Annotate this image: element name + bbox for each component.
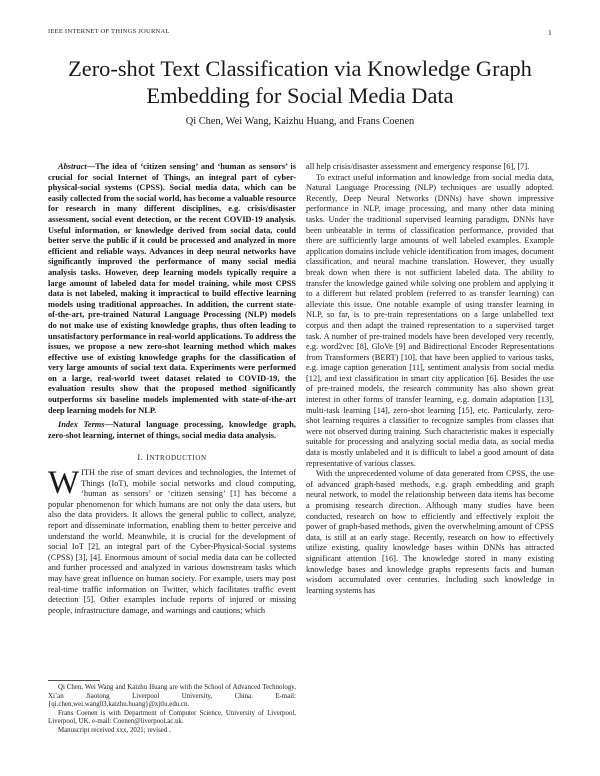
right-paragraph-1: To extract useful information and knowledge from social media data, Natural Language Processing (NLP) techniques are usually adopted. Recently, Deep Neural Networks (DNNs) have shown impressive performance in NLP, image processing, and many other data mining tasks. Under the traditional supervised learning paradigm, DNNs have been unbeatable in terms of classification performance, provided that there are sufficiently large amounts of well labeled examples. Example application domains include vehicle identification from images, document classification, and neural machine translation. However, they usually break down when there is not sufficient labeled data. The ability to transfer the knowledge gained while solving one problem and applying it to a different but related problem (referred to as transfer learning) can alleviate this issue. One notable example of using transfer learning in NLP, so far, is to pre-train representations on a large unlabelled text corpus and then adapt the trained representation to a supervised target task. A number of pre-trained models have been developed very recently, e.g. word2vec [8], GloVe [9] and Bidirectional Encoder Representations from Transformers (BERT) [10], that have been applied to various tasks, e.g. image caption generation [11], sentiment analysis from social media [12], and text classification in smart city application [6]. Besides the use of pre-trained models, the research community has also shown great interest in other forms of transfer learning, e.g. domain adaptation [13], multi-task learning [14], zero-shot learning [15], etc. Particularly, zero-shot learning requires a classifier to recognize samples from classes that were not observed during training. Such characteristic makes it especially suitable for processing and analyzing social media data, as social media data is mostly unlabeled and it is difficult to label a good amount of data representative of various classes. bbox=[306, 172, 554, 468]
section-rest: NTRODUCTION bbox=[149, 454, 207, 463]
left-column bbox=[48, 162, 296, 616]
index-terms bbox=[48, 420, 296, 441]
right-column bbox=[306, 162, 554, 596]
drop-cap: W bbox=[48, 465, 80, 502]
section-first-letter: I bbox=[146, 453, 150, 463]
section-numeral: I. bbox=[137, 453, 144, 463]
author-footnotes bbox=[48, 684, 296, 736]
paper-title: Zero-shot Text Classification via Knowledge Graph Embedding for Social Media Data bbox=[68, 56, 532, 108]
abstract-text: —The idea of ‘citizen sensing’ and ‘human as sensors’ is crucial for social Internet of Things, an integral part of cyber-physical-social systems (CPSS). Social media data, which can be easily collected from the social world, has become a valuable resource for research in many different disciplines, e.g. crisis/disaster assessment, social event detection, or the recent COVID-19 analysis. Useful information, or knowledge derived from social data, could better serve the public if it could be processed and analyzed in more efficient and reliable ways. Advances in deep neural networks have significantly improved the performance of many social media analysis tasks. However, deep learning models typically require a large amount of labeled data for model training, while most CPSS data is not labeled, making it impractical to build effective learning models using traditional approaches. In addition, the current state-of-the-art, pre-trained Natural Language Processing (NLP) models do not make use of existing knowledge graphs, thus often leading to unsatisfactory performance in real-world applications. To address the issues, we propose a new zero-shot learning method which makes effective use of existing knowledge graphs for the classification of very large amounts of social text data. Experiments were performed on a large, real-world tweet dataset related to COVID-19, the evaluation results show that the proposed method significantly outperforms six baseline models implemented with state-of-the-art deep learning models for NLP. bbox=[48, 162, 296, 415]
right-paragraph-0: all help crisis/disaster assessment and emergency response [6], [7]. bbox=[306, 162, 530, 171]
author-list: Qi Chen, Wei Wang, Kaizhu Huang, and Frans Coenen bbox=[185, 116, 415, 127]
footnote-affiliation-2: Frans Coenen is with Department of Computer Science, University of Liverpool, Liverpool, UK. e-mail: Coenen@liverpool.ac.uk. bbox=[48, 709, 296, 726]
running-header bbox=[48, 28, 552, 40]
index-terms-text: —Natural language processing, knowledge graph, zero-shot learning, internet of things, social media data analysis. bbox=[48, 420, 296, 440]
page-number: 1 bbox=[548, 28, 552, 37]
index-terms-label: Index Terms bbox=[58, 420, 105, 430]
right-paragraph-2: With the unprecedented volume of data generated from CPSS, the use of advanced graph-based methods, e.g. graph embedding and graph neural network, to model the relationship between data items has become a promising research direction. Although many studies have been conducted, research on how to efficiently and effectively exploit the power of graph-based methods, given the overwhelming amount of CPSS data, is still at an early stage. Recently, research on how to effectively utilize existing, quality knowledge bases within DNNs has attracted significant attention [16]. The knowledge stored in many existing knowledge bases and knowledge graphs represents facts and human wisdom accumulated over centuries. Including such knowledge in learning systems has bbox=[306, 469, 554, 595]
section-heading-introduction bbox=[48, 453, 296, 464]
footnote-manuscript: Manuscript received xxx, 2021; revised . bbox=[58, 726, 171, 734]
abstract bbox=[48, 162, 296, 416]
abstract-label: Abstract bbox=[58, 162, 87, 171]
journal-name: IEEE INTERNET OF THINGS JOURNAL bbox=[48, 28, 170, 35]
intro-text: ITH the rise of smart devices and technologies, the Internet of Things (IoT), mobile social networks and cloud computing, ‘human as sensors’ or ‘citizen sensing’ [1] has become a popular phenomenon for which humans are not only the data users, but also the data providers. It allows the general public to collect, analyze, report and disseminate information, enabling them to better perceive and understand the world. Meanwhile, it is crucial for the development of social IoT [2], an integral part of the Cyber-Physical-Social systems (CPSS) [3], [4]. Enormous amount of social media data can be collected and further processed and analyzed in various downstream tasks which may have great influence on human society. For example, users may post real-time traffic information on Twitter, which facilitates traffic event detection [5]. Other examples include reports of injured or missing people, infrastructure damage, and warnings and cautions; which bbox=[48, 468, 296, 615]
footnote-affiliation-1: Qi Chen, Wei Wang and Kaizhu Huang are with the School of Advanced Technology, Xi’an Jiaotong Liverpool University, China. E-mail: {qi.chen,wei.wang03,kaizhu.huang}@xjtlu.edu.cn. bbox=[48, 684, 296, 709]
intro-paragraph-1 bbox=[48, 465, 296, 616]
